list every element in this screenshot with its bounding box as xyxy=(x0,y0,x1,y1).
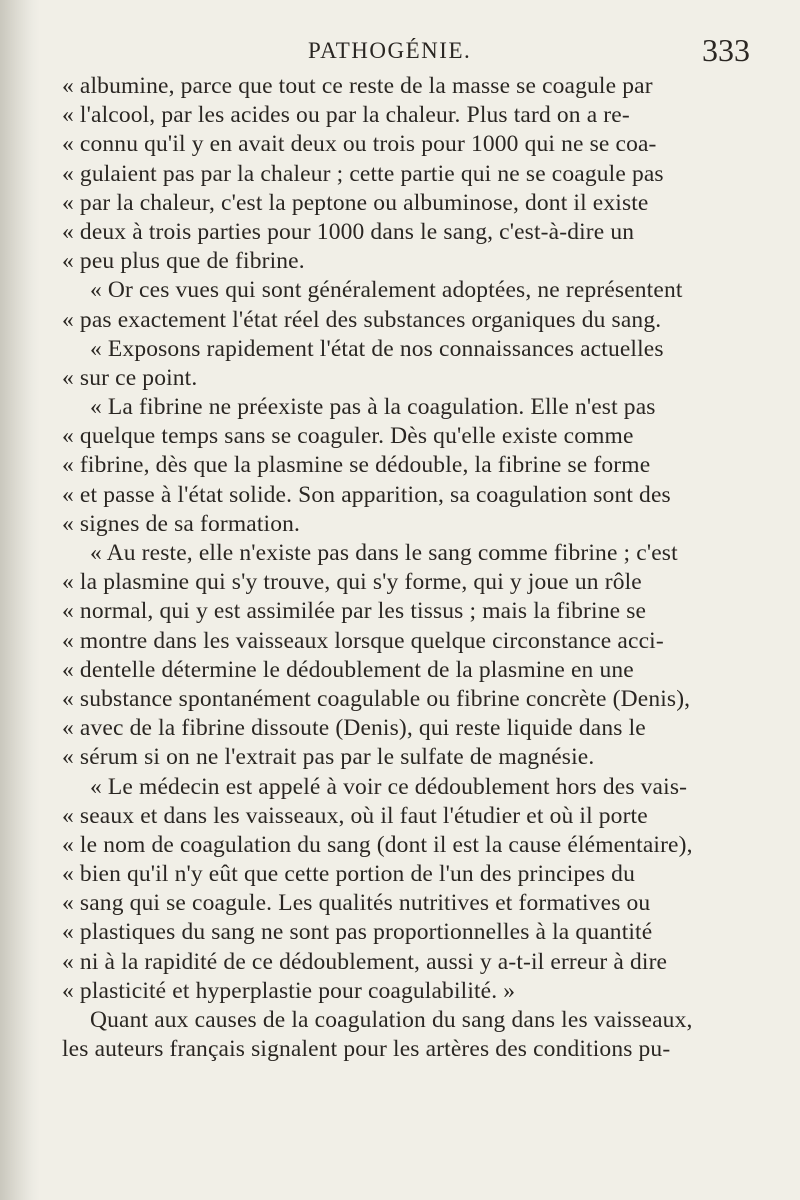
text-line: « signes de sa formation. xyxy=(62,510,301,537)
text-line: « fibrine, dès que la plasmine se dédouble, la fibrine se forme xyxy=(62,452,651,479)
text-line: « albumine, parce que tout ce reste de la masse se coagule par xyxy=(62,73,653,99)
text-line: « la plasmine qui s'y trouve, qui s'y forme, qui y joue un rôle xyxy=(62,569,642,596)
text-line: « substance spontanément coagulable ou fibrine concrète (Denis), xyxy=(62,685,691,712)
text-line: « Or ces vues qui sont généralement adoptées, ne représentent xyxy=(90,277,683,304)
text-line: « par la chaleur, c'est la peptone ou albuminose, dont il existe xyxy=(62,189,649,216)
text-line: « peu plus que de fibrine. xyxy=(62,248,305,275)
page-number: 333 xyxy=(702,32,750,68)
text-line: « l'alcool, par les acides ou par la chaleur. Plus tard on a re- xyxy=(62,102,630,129)
text-line: « deux à trois parties pour 1000 dans le sang, c'est-à-dire un xyxy=(62,218,635,245)
text-line: « Au reste, elle n'existe pas dans le sang comme fibrine ; c'est xyxy=(90,540,678,566)
text-line: « montre dans les vaisseaux lorsque quelque circonstance acci- xyxy=(62,627,664,654)
text-line: « le nom de coagulation du sang (dont il est la cause élémentaire), xyxy=(62,831,693,858)
text-line: « gulaient pas par la chaleur ; cette partie qui ne se coagule pas xyxy=(62,160,664,187)
text-line: « Le médecin est appelé à voir ce dédoublement hors des vais- xyxy=(90,773,688,800)
text-line: « quelque temps sans se coaguler. Dès qu'elle existe comme xyxy=(62,423,634,450)
text-line: « plastiques du sang ne sont pas proportionnelles à la quantité xyxy=(62,919,653,946)
text-line: « dentelle détermine le dédoublement de la plasmine en une xyxy=(62,656,634,683)
text-line: « sérum si on ne l'extrait pas par le sulfate de magnésie. xyxy=(62,744,595,771)
text-line: « connu qu'il y en avait deux ou trois pour 1000 qui ne se coa- xyxy=(62,131,657,158)
body-text xyxy=(62,72,762,1064)
text-line: « avec de la fibrine dissoute (Denis), qui reste liquide dans le xyxy=(62,715,646,742)
text-line: « sur ce point. xyxy=(62,364,198,391)
text-line: Quant aux causes de la coagulation du sang dans les vaisseaux, xyxy=(90,1007,693,1033)
text-line: « pas exactement l'état réel des substances organiques du sang. xyxy=(62,306,662,333)
text-line: « plasticité et hyperplastie pour coagulabilité. » xyxy=(62,977,516,1004)
text-line: « normal, qui y est assimilée par les tissus ; mais la fibrine se xyxy=(62,598,647,625)
running-head xyxy=(0,32,800,76)
text-line: « Exposons rapidement l'état de nos connaissances actuelles xyxy=(90,335,664,362)
running-title: PATHOGÉNIE. xyxy=(308,38,472,63)
text-line: « sang qui se coagule. Les qualités nutritives et formatives ou xyxy=(62,890,651,917)
text-line: « La fibrine ne préexiste pas à la coagulation. Elle n'est pas xyxy=(90,394,656,421)
text-line: les auteurs français signalent pour les artères des conditions pu- xyxy=(62,1036,671,1063)
text-line: « ni à la rapidité de ce dédoublement, aussi y a-t-il erreur à dire xyxy=(62,948,668,975)
text-line: « bien qu'il n'y eût que cette portion de l'un des principes du xyxy=(62,861,635,888)
text-line: « et passe à l'état solide. Son apparition, sa coagulation sont des xyxy=(62,481,671,508)
text-line: « seaux et dans les vaisseaux, où il faut l'étudier et où il porte xyxy=(62,802,648,829)
